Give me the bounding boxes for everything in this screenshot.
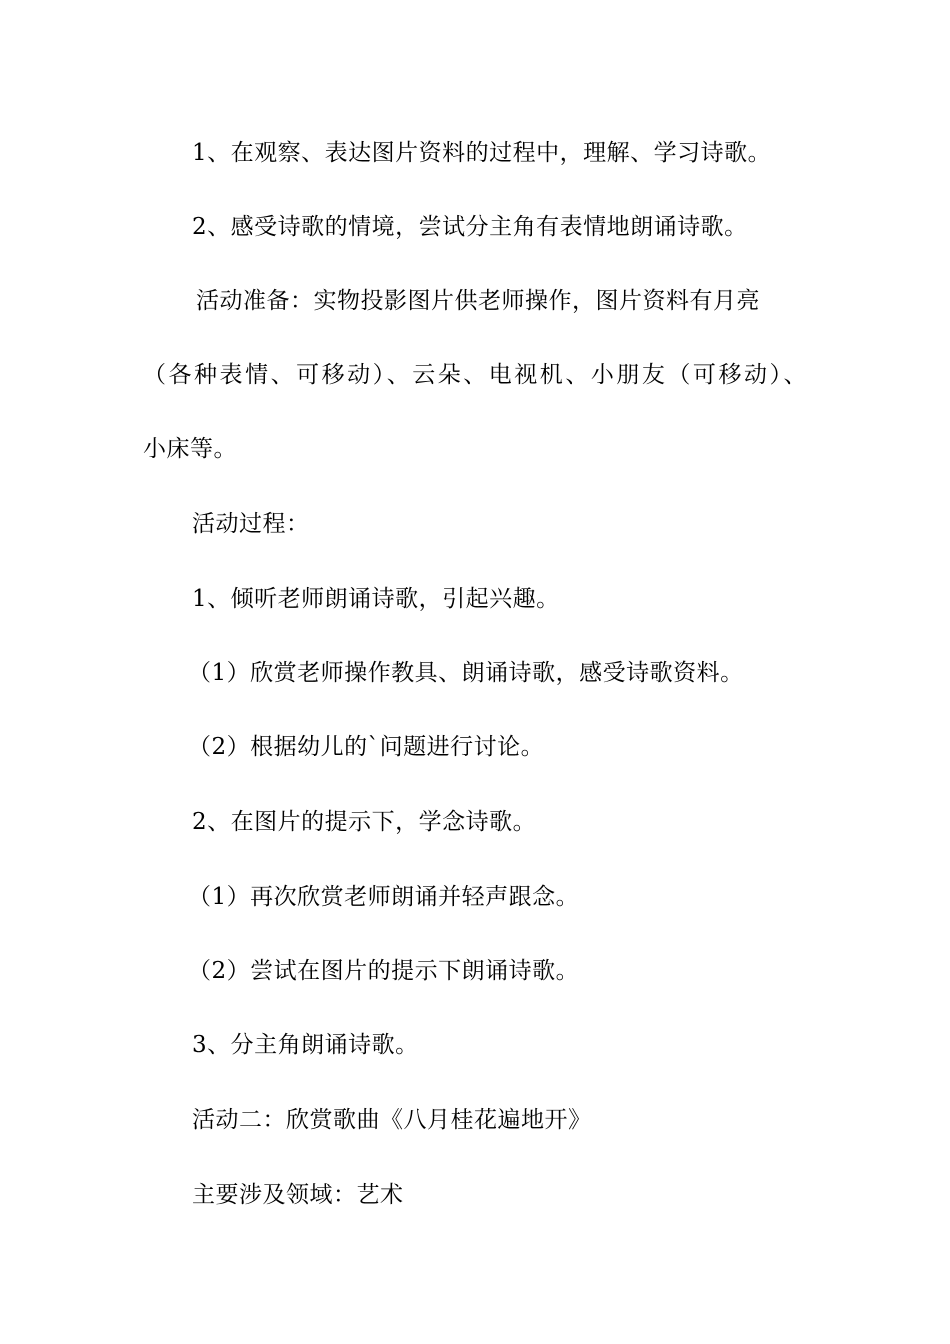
process-step-1: 1、倾听老师朗诵诗歌，引起兴趣。 [192, 586, 560, 612]
process-step-2-2: （2）尝试在图片的提示下朗诵诗歌。 [188, 958, 580, 984]
process-step-1-2: （2）根据幼儿的`问题进行讨论。 [188, 734, 545, 760]
domain-line: 主要涉及领域：艺术 [192, 1182, 404, 1208]
goal-1: 1、在观察、表达图片资料的过程中，理解、学习诗歌。 [192, 140, 772, 166]
goal-2: 2、感受诗歌的情境，尝试分主角有表情地朗诵诗歌。 [192, 214, 748, 240]
process-step-2-1: （1）再次欣赏老师朗诵并轻声跟念。 [188, 884, 580, 910]
process-step-2: 2、在图片的提示下，学念诗歌。 [192, 809, 537, 835]
preparation-line-1: 活动准备：实物投影图片供老师操作，图片资料有月亮 [196, 288, 760, 314]
process-step-1-1: （1）欣赏老师操作教具、朗诵诗歌，感受诗歌资料。 [188, 660, 744, 686]
process-heading: 活动过程： [192, 511, 310, 537]
preparation-line-3: 小床等。 [143, 436, 237, 462]
preparation-line-2: （各种表情、可移动）、云朵、电视机、小朋友（可移动）、 [143, 362, 807, 388]
process-step-3: 3、分主角朗诵诗歌。 [192, 1032, 419, 1058]
activity-two-heading: 活动二：欣赏歌曲《八月桂花遍地开》 [192, 1107, 592, 1133]
